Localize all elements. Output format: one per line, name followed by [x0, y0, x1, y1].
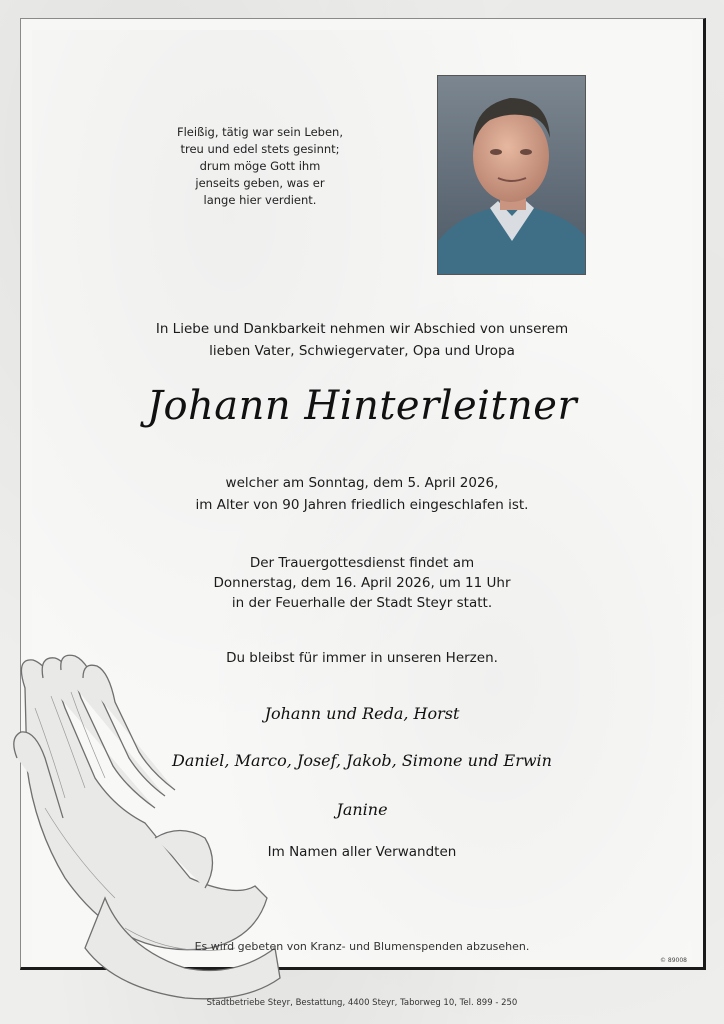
- family-line: Janine: [336, 800, 388, 819]
- copyright-mark: © 89008: [660, 957, 687, 964]
- verse-line: treu und edel stets gesinnt;: [180, 142, 340, 156]
- verse-line: jenseits geben, was er: [195, 176, 325, 190]
- family-line: Johann und Reda, Horst: [264, 704, 460, 723]
- service-line: Donnerstag, dem 16. April 2026, um 11 Uhr: [213, 575, 511, 591]
- service-line: in der Feuerhalle der Stadt Steyr statt.: [231, 595, 493, 611]
- verse-line: drum möge Gott ihm: [199, 159, 321, 173]
- death-line: im Alter von 90 Jahren friedlich eingeschlafen ist.: [195, 497, 529, 513]
- deceased-name: Johann Hinterleitner: [146, 383, 578, 429]
- portrait-photo: [437, 75, 586, 275]
- praying-hands-illustration: [5, 648, 285, 1008]
- family-line: Daniel, Marco, Josef, Jakob, Simone und Erwin: [172, 751, 552, 770]
- service-line: Der Trauergottesdienst findet am: [249, 555, 475, 571]
- death-line: welcher am Sonntag, dem 5. April 2026,: [225, 475, 499, 491]
- funeral-service-info: [0, 553, 724, 613]
- intro-line: In Liebe und Dankbarkeit nehmen wir Abschied von unserem: [155, 321, 569, 337]
- intro-text: [0, 318, 724, 362]
- verse-line: Fleißig, tätig war sein Leben,: [177, 125, 343, 139]
- donations-note: Es wird gebeten von Kranz- und Blumenspenden abzusehen.: [194, 940, 530, 953]
- death-notice: [0, 472, 724, 516]
- verse-line: lange hier verdient.: [203, 193, 317, 207]
- farewell-line: Du bleibst für immer in unseren Herzen.: [226, 650, 498, 666]
- relatives-line: Im Namen aller Verwandten: [267, 844, 457, 860]
- intro-line: lieben Vater, Schwiegervater, Opa und Uropa: [209, 343, 515, 359]
- footer-address: Stadtbetriebe Steyr, Bestattung, 4400 Steyr, Taborweg 10, Tel. 899 - 250: [206, 998, 518, 1008]
- memorial-verse: [160, 124, 360, 209]
